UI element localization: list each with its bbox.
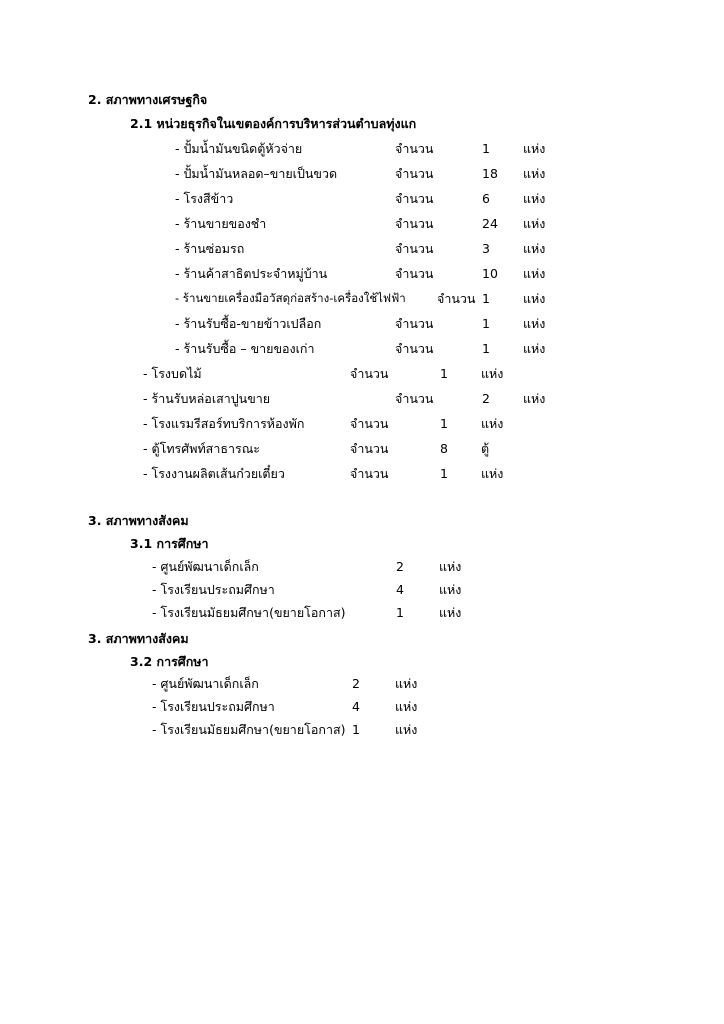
item-name: - ร้านรับหล่อเสาปูนขาย <box>143 391 271 406</box>
item-name: - โรงเรียนมัธยมศึกษา(ขยายโอกาส) <box>152 605 346 620</box>
item-qty: 1 <box>440 466 448 481</box>
item-qty: 2 <box>482 391 490 406</box>
item-qty: 4 <box>396 582 404 597</box>
item-unit: แห่ง <box>395 676 418 691</box>
item-name: - ร้านรับซื้อ – ขายของเก่า <box>175 341 315 356</box>
item-name: - โรงเรียนประถมศึกษา <box>152 699 275 714</box>
item-name: - ร้านขายเครื่องมือวัสดุก่อสร้าง-เครื่องใช้ไฟฟ้า <box>175 291 406 305</box>
item-label: จำนวน <box>395 191 434 206</box>
item-label: จำนวน <box>350 466 389 481</box>
item-qty: 1 <box>440 416 448 431</box>
item-name: - ร้านค้าสาธิตประจำหมู่บ้าน <box>175 266 328 281</box>
item-unit: แห่ง <box>439 582 462 597</box>
item-qty: 2 <box>352 676 360 691</box>
item-label: จำนวน <box>350 441 389 456</box>
section-3-1-subheading: 3.1 การศึกษา <box>130 536 209 551</box>
item-qty: 10 <box>482 266 498 281</box>
item-unit: แห่ง <box>439 559 462 574</box>
item-name: - ศูนย์พัฒนาเด็กเล็ก <box>152 559 259 574</box>
item-label: จำนวน <box>395 216 434 231</box>
item-unit: แห่ง <box>523 166 546 181</box>
item-label: จำนวน <box>395 391 434 406</box>
item-qty: 1 <box>482 341 490 356</box>
item-unit: แห่ง <box>523 241 546 256</box>
item-label: จำนวน <box>350 416 389 431</box>
item-unit: แห่ง <box>523 216 546 231</box>
item-label: จำนวน <box>395 341 434 356</box>
item-qty: 24 <box>482 216 498 231</box>
item-qty: 8 <box>440 441 448 456</box>
section-3-2-subheading: 3.2 การศึกษา <box>130 654 209 669</box>
item-unit: แห่ง <box>523 191 546 206</box>
item-name: - โรงบดไม้ <box>143 366 202 381</box>
item-label: จำนวน <box>395 241 434 256</box>
item-name: - โรงแรมรีสอร์ทบริการห้องพัก <box>143 416 305 431</box>
item-unit: แห่ง <box>523 266 546 281</box>
item-name: - ร้านซ่อมรถ <box>175 241 245 256</box>
item-qty: 1 <box>482 291 490 306</box>
item-name: - ตู้โทรศัพท์สาธารณะ <box>143 441 261 456</box>
item-unit: แห่ง <box>523 316 546 331</box>
item-unit: แห่ง <box>439 605 462 620</box>
item-qty: 1 <box>440 366 448 381</box>
item-label: จำนวน <box>437 291 476 306</box>
item-qty: 4 <box>352 699 360 714</box>
item-name: - โรงงานผลิตเส้นก๋วยเตี๋ยว <box>143 466 285 481</box>
item-qty: 2 <box>396 559 404 574</box>
item-label: จำนวน <box>395 266 434 281</box>
item-qty: 6 <box>482 191 490 206</box>
item-unit: แห่ง <box>395 699 418 714</box>
item-unit: แห่ง <box>481 366 504 381</box>
section-2-heading: 2. สภาพทางเศรษฐกิจ <box>88 92 208 107</box>
item-qty: 18 <box>482 166 498 181</box>
item-name: - ปั้มน้ำมันหลอด–ขายเป็นขวด <box>175 166 338 181</box>
item-unit: แห่ง <box>523 141 546 156</box>
item-name: - ร้านรับซื้อ-ขายข้าวเปลือก <box>175 316 322 331</box>
item-unit: แห่ง <box>395 722 418 737</box>
item-name: - โรงสีข้าว <box>175 191 234 206</box>
item-unit: แห่ง <box>481 466 504 481</box>
item-unit: แห่ง <box>523 391 546 406</box>
section-2-1-subheading: 2.1 หน่วยธุรกิจในเขตองค์การบริหารส่วนตำบลทุ่งแก <box>130 116 417 131</box>
item-qty: 1 <box>396 605 404 620</box>
item-label: จำนวน <box>350 366 389 381</box>
item-unit: แห่ง <box>523 341 546 356</box>
section-3-heading: 3. สภาพทางสังคม <box>88 513 189 528</box>
item-name: - ปั้มน้ำมันขนิดตู้หัวจ่าย <box>175 141 303 156</box>
item-name: - ร้านขายของชำ <box>175 216 267 231</box>
item-qty: 1 <box>352 722 360 737</box>
section-3-heading-repeat: 3. สภาพทางสังคม <box>88 631 189 646</box>
item-unit: แห่ง <box>481 416 504 431</box>
item-label: จำนวน <box>395 316 434 331</box>
item-qty: 1 <box>482 141 490 156</box>
item-qty: 1 <box>482 316 490 331</box>
item-qty: 3 <box>482 241 490 256</box>
item-label: จำนวน <box>395 141 434 156</box>
item-label: จำนวน <box>395 166 434 181</box>
item-name: - โรงเรียนประถมศึกษา <box>152 582 275 597</box>
item-unit: ตู้ <box>481 441 490 456</box>
item-unit: แห่ง <box>523 291 546 306</box>
item-name: - ศูนย์พัฒนาเด็กเล็ก <box>152 676 259 691</box>
item-name: - โรงเรียนมัธยมศึกษา(ขยายโอกาส) <box>152 722 346 737</box>
